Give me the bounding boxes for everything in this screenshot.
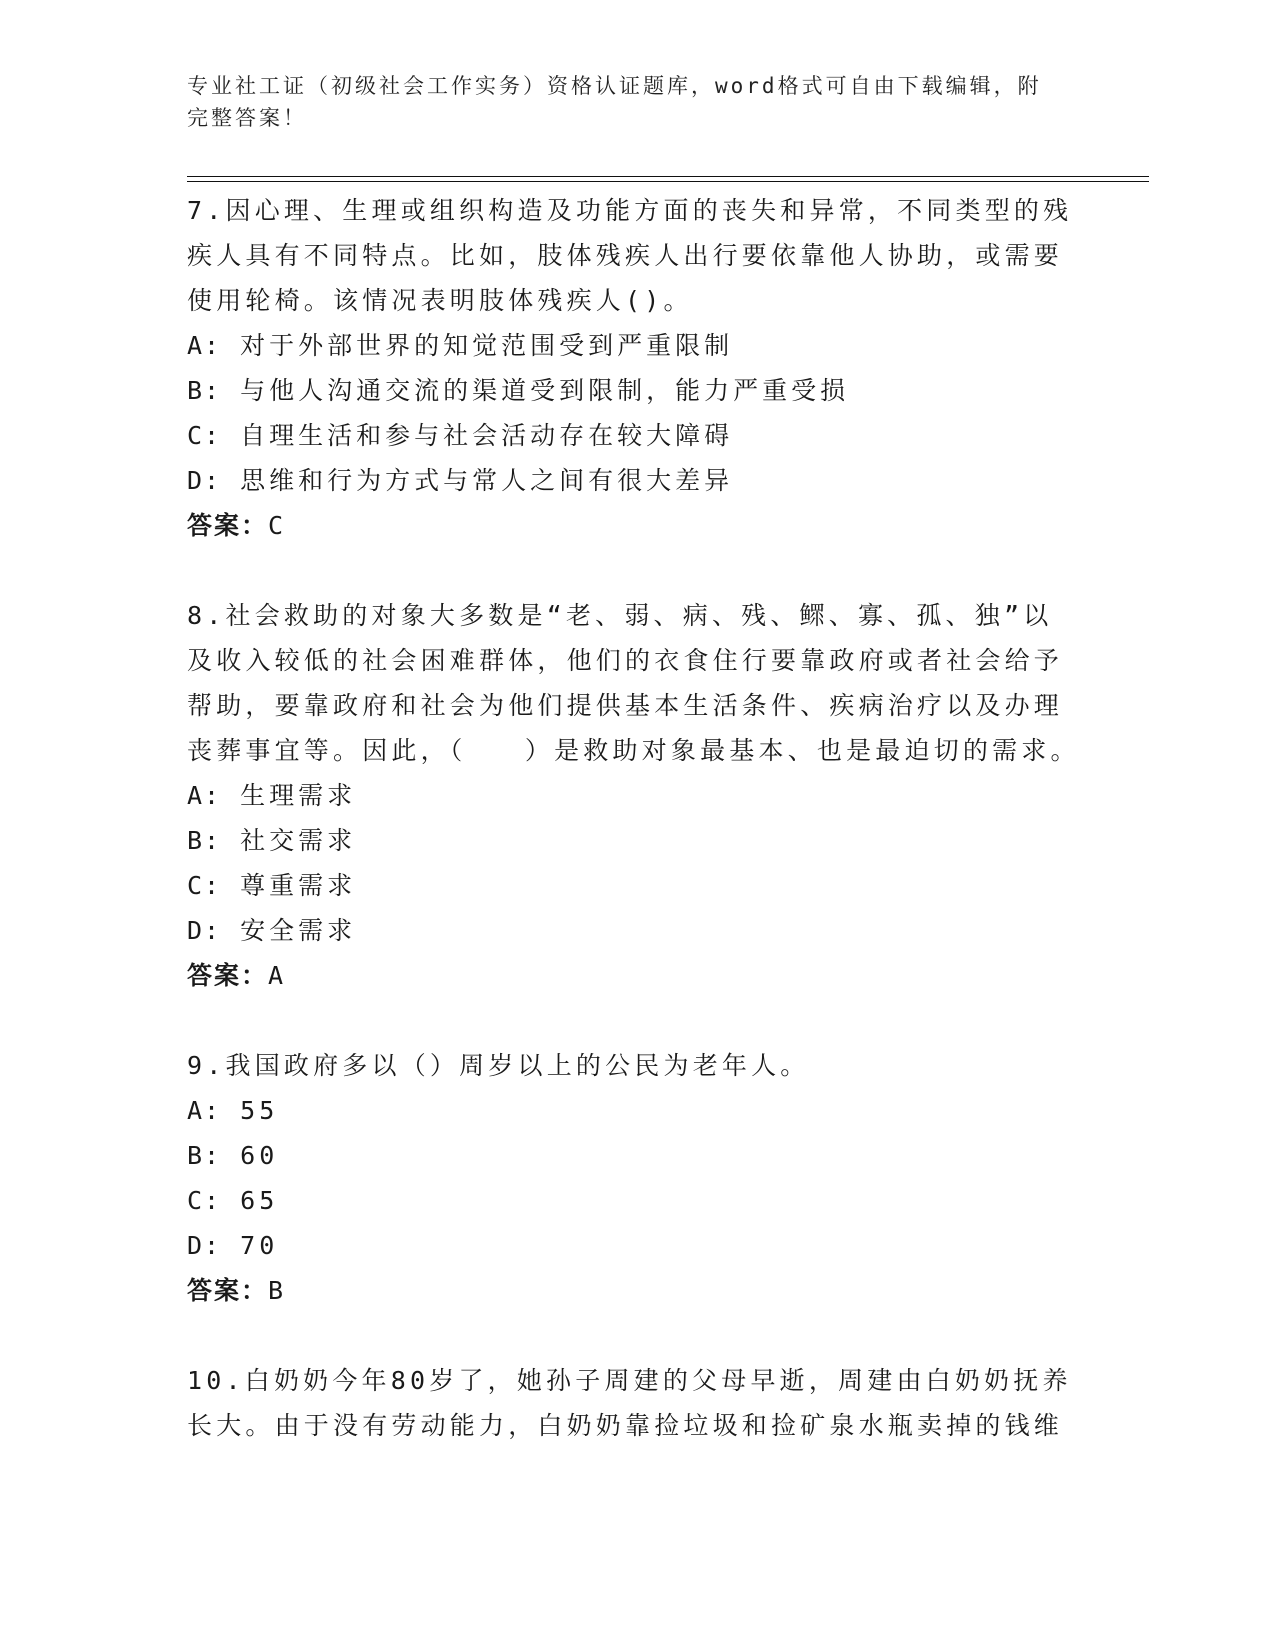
option-b: [187, 368, 1087, 413]
option-text: 65: [240, 1186, 279, 1215]
question-8: [187, 593, 1087, 998]
option-text: 55: [240, 1096, 279, 1125]
question-stem: 10.白奶奶今年80岁了，她孙子周建的父母早逝，周建由白奶奶抚养: [187, 1366, 1072, 1395]
option-key: A:: [187, 331, 222, 360]
option-text: 生理需求: [240, 781, 357, 810]
option-a: [187, 323, 1087, 368]
question-stem: 及收入较低的社会困难群体，他们的衣食住行要靠政府或者社会给予: [187, 646, 1064, 675]
option-a: [187, 773, 1087, 818]
question-stem: 帮助，要靠政府和社会为他们提供基本生活条件、疾病治疗以及办理: [187, 691, 1064, 720]
question-stem: 丧葬事宜等。因此，（ ）是救助对象最基本、也是最迫切的需求。: [187, 736, 1080, 765]
question-10: [187, 1358, 1087, 1448]
option-key: B:: [187, 1141, 222, 1170]
option-d: [187, 458, 1087, 503]
answer-value: A: [268, 961, 286, 990]
header-divider: [187, 181, 1149, 182]
option-a: [187, 1088, 1087, 1133]
answer-line: [187, 503, 1087, 548]
answer-line: [187, 953, 1087, 998]
option-key: B:: [187, 826, 222, 855]
question-9: [187, 1043, 1087, 1313]
answer-label: 答案：: [187, 1276, 269, 1305]
answer-line: [187, 1268, 1087, 1313]
option-c: [187, 1178, 1087, 1223]
header-divider: [187, 176, 1149, 177]
header-line: 专业社工证（初级社会工作实务）资格认证题库，word格式可自由下载编辑，附: [187, 74, 1042, 98]
answer-label: 答案：: [187, 961, 269, 990]
option-key: A:: [187, 1096, 222, 1125]
question-list: [187, 188, 1087, 1448]
spacer: [187, 998, 1087, 1043]
option-d: [187, 1223, 1087, 1268]
option-d: [187, 908, 1087, 953]
question-stem: 9.我国政府多以（）周岁以上的公民为老年人。: [187, 1051, 810, 1080]
answer-value: B: [268, 1276, 286, 1305]
option-b: [187, 818, 1087, 863]
option-b: [187, 1133, 1087, 1178]
question-stem: 7.因心理、生理或组织构造及功能方面的丧失和异常，不同类型的残: [187, 196, 1073, 225]
answer-value: C: [268, 511, 286, 540]
option-text: 对于外部世界的知觉范围受到严重限制: [240, 331, 734, 360]
option-c: [187, 863, 1087, 908]
option-key: D:: [187, 1231, 222, 1260]
question-stem: 使用轮椅。该情况表明肢体残疾人()。: [187, 286, 693, 315]
option-key: A:: [187, 781, 222, 810]
option-key: C:: [187, 1186, 222, 1215]
question-stem: 疾人具有不同特点。比如，肢体残疾人出行要依靠他人协助，或需要: [187, 241, 1064, 270]
option-text: 安全需求: [240, 916, 357, 945]
spacer: [187, 1313, 1087, 1358]
option-key: B:: [187, 376, 222, 405]
option-text: 尊重需求: [240, 871, 357, 900]
option-text: 60: [240, 1141, 279, 1170]
option-text: 自理生活和参与社会活动存在较大障碍: [240, 421, 734, 450]
option-key: C:: [187, 421, 222, 450]
document-header: [187, 70, 1067, 134]
question-7: [187, 188, 1087, 548]
option-key: C:: [187, 871, 222, 900]
answer-label: 答案：: [187, 511, 269, 540]
question-stem: 8.社会救助的对象大多数是“老、弱、病、残、鳏、寡、孤、独”以: [187, 601, 1053, 630]
option-text: 思维和行为方式与常人之间有很大差异: [240, 466, 734, 495]
option-key: D:: [187, 466, 222, 495]
question-stem: 长大。由于没有劳动能力，白奶奶靠捡垃圾和捡矿泉水瓶卖掉的钱维: [187, 1411, 1064, 1440]
option-c: [187, 413, 1087, 458]
option-text: 70: [240, 1231, 279, 1260]
spacer: [187, 548, 1087, 593]
option-text: 与他人沟通交流的渠道受到限制，能力严重受损: [240, 376, 850, 405]
option-key: D:: [187, 916, 222, 945]
header-line: 完整答案！: [187, 106, 307, 130]
option-text: 社交需求: [240, 826, 357, 855]
